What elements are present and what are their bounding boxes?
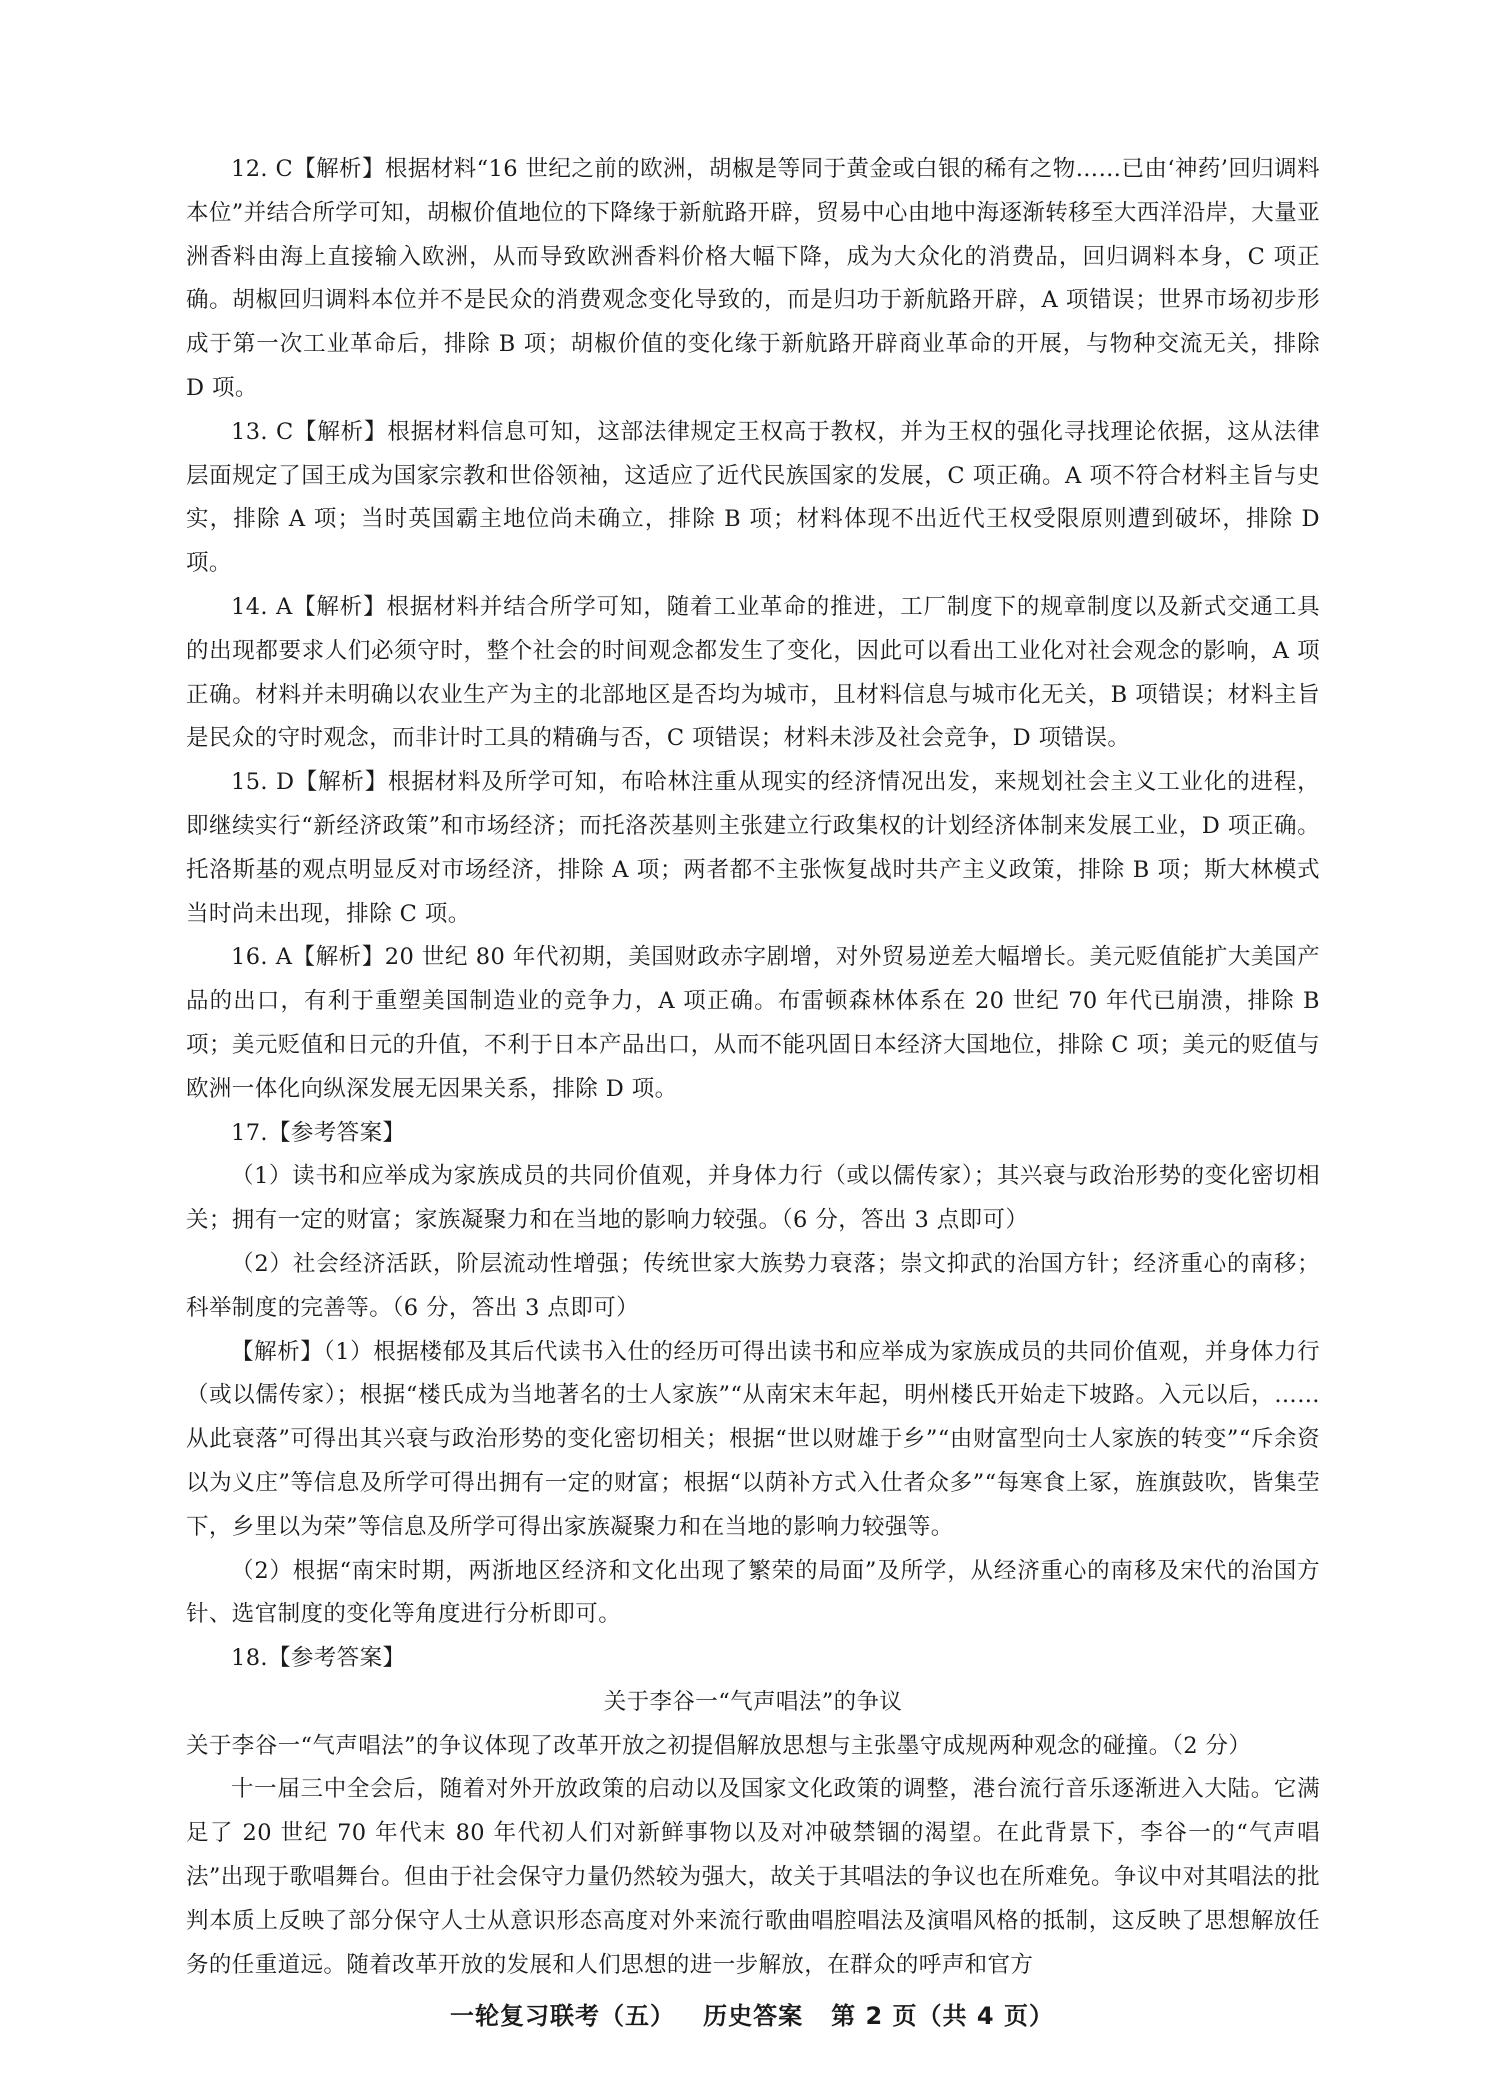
answer-17-part-1: （1）读书和应举成为家族成员的共同价值观，并身体力行（或以儒传家）；其兴衰与政治形势的变化密切相关；拥有一定的财富；家族凝聚力和在当地的影响力较强。（6 分，答出 3 点即可）	[186, 1163, 1320, 1234]
page-footer: 一轮复习联考（五） 历史答案 第 2 页（共 4 页）	[450, 2002, 1054, 2030]
answer-17-analysis-1: 【解析】（1）根据楼郁及其后代读书入仕的经历可得出读书和应举成为家族成员的共同价值观，并身体力行（或以儒传家）；根据“楼氏成为当地著名的士人家族”“从南宋末年起，明州楼氏开始走下坡路。入元以后，……从此衰落”可得出其兴衰与政治形势的变化密切相关；根据“世以财雄于乡”“由财富型向士人家族的转变”“斥余资以为义庄”等信息及所学可得出拥有一定的财富；根据“以荫补方式入仕者众多”“每寒食上冢，旌旗鼓吹，皆集茔下，乡里以为荣”等信息及所学可得出家族凝聚力和在当地的影响力较强等。	[186, 1338, 1320, 1540]
answer-17-analysis-2: （2）根据“南宋时期，两浙地区经济和文化出现了繁荣的局面”及所学，从经济重心的南移及宋代的治国方针、选官制度的变化等角度进行分析即可。	[186, 1557, 1320, 1628]
answer-18-heading: 18.【参考答案】	[231, 1645, 406, 1672]
answer-12-paragraph: 12. C【解析】根据材料“16 世纪之前的欧洲，胡椒是等同于黄金或白银的稀有之物……已由‘神药’回归调料本位”并结合所学可知，胡椒价值地位的下降缘于新航路开辟，贸易中心由地中海逐渐转移至大西洋沿岸，大量亚洲香料由海上直接输入欧洲，从而导致欧洲香料价格大幅下降，成为大众化的消费品，回归调料本身，C 项正确。胡椒回归调料本位并不是民众的消费观念变化导致的，而是归功于新航路开辟，A 项错误；世界市场初步形成于第一次工业革命后，排除 B 项；胡椒价值的变化缘于新航路开辟商业革命的开展，与物种交流无关，排除 D 项。	[186, 156, 1321, 401]
answer-14-paragraph: 14. A【解析】根据材料并结合所学可知，随着工业革命的推进，工厂制度下的规章制度以及新式交通工具的出现都要求人们必须守时，整个社会的时间观念都发生了变化，因此可以看出工业化对社会观念的影响，A 项正确。材料并未明确以农业生产为主的北部地区是否均为城市，且材料信息与城市化无关，B 项错误；材料主旨是民众的守时观念，而非计时工具的精确与否，C 项错误；材料未涉及社会竞争，D 项错误。	[186, 593, 1320, 752]
essay-title: 关于李谷一“气声唱法”的争议	[603, 1688, 903, 1715]
answer-16-paragraph: 16. A【解析】20 世纪 80 年代初期，美国财政赤字剧增，对外贸易逆差大幅增长。美元贬值能扩大美国产品的出口，有利于重塑美国制造业的竞争力，A 项正确。布雷顿森林体系在 20 世纪 70 年代已崩溃，排除 B 项；美元贬值和日元的升值，不利于日本产品出口，从而不能巩固日本经济大国地位，排除 C 项；美元的贬值与欧洲一体化向纵深发展无因果关系，排除 D 项。	[186, 944, 1320, 1102]
answer-13-paragraph: 13. C【解析】根据材料信息可知，这部法律规定王权高于教权，并为王权的强化寻找理论依据，这从法律层面规定了国王成为国家宗教和世俗领袖，这适应了近代民族国家的发展，C 项正确。A 项不符合材料主旨与史实，排除 A 项；当时英国霸主地位尚未确立，排除 B 项；材料体现不出近代王权受限原则遭到破坏，排除 D 项。	[186, 418, 1320, 577]
document-body	[186, 148, 1320, 1987]
answer-17-heading: 17.【参考答案】	[231, 1119, 406, 1146]
essay-body: 十一届三中全会后，随着对外开放政策的启动以及国家文化政策的调整，港台流行音乐逐渐进入大陆。它满足了 20 世纪 70 年代末 80 年代初人们对新鲜事物以及对冲破禁锢的渴望。在此背景下，李谷一的“气声唱法”出现于歌唱舞台。但由于社会保守力量仍然较为强大，故关于其唱法的争议也在所难免。争议中对其唱法的批判本质上反映了部分保守人士从意识形态高度对外来流行歌曲唱腔唱法及演唱风格的抵制，这反映了思想解放任务的任重道远。随着改革开放的发展和人们思想的进一步解放，在群众的呼声和官方	[186, 1776, 1321, 1978]
answer-15-paragraph: 15. D【解析】根据材料及所学可知，布哈林注重从现实的经济情况出发，来规划社会主义工业化的进程，即继续实行“新经济政策”和市场经济；而托洛茨基则主张建立行政集权的计划经济体制来发展工业，D 项正确。托洛斯基的观点明显反对市场经济，排除 A 项；两者都不主张恢复战时共产主义政策，排除 B 项；斯大林模式当时尚未出现，排除 C 项。	[186, 769, 1320, 927]
answer-17-part-2: （2）社会经济活跃，阶层流动性增强；传统世家大族势力衰落；崇文抑武的治国方针；经济重心的南移；科举制度的完善等。（6 分，答出 3 点即可）	[186, 1250, 1320, 1321]
essay-thesis: 关于李谷一“气声唱法”的争议体现了改革开放之初提倡解放思想与主张墨守成规两种观念的碰撞。（2 分）	[186, 1732, 1252, 1759]
